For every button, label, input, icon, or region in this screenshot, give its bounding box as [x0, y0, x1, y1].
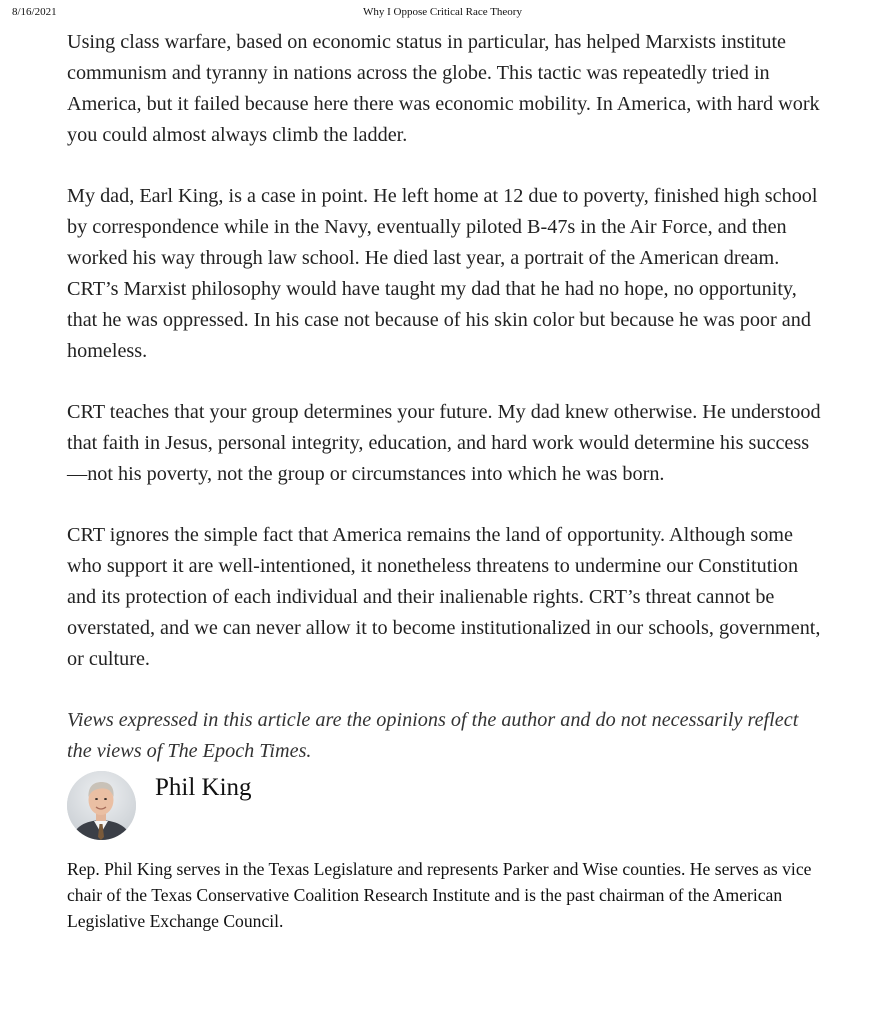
- print-date: 8/16/2021: [12, 6, 57, 18]
- print-header: [0, 6, 885, 22]
- author-name[interactable]: Phil King: [155, 774, 252, 801]
- article-paragraph-4: CRT ignores the simple fact that America remains the land of opportunity. Although some who support it are well-intentioned, it nonetheless threatens to undermine our Constitution and its protection of each individual and their inalienable rights. CRT’s threat cannot be overstated, and we can never allow it to become institutionalized in our schools, government, or culture.: [67, 524, 821, 670]
- author-photo-icon: [67, 771, 136, 840]
- article-disclaimer: Views expressed in this article are the opinions of the author and do not necessarily reflect the views of The Epoch Times.: [67, 709, 799, 762]
- article-paragraph-2: My dad, Earl King, is a case in point. He left home at 12 due to poverty, finished high school by correspondence while in the Navy, eventually piloted B-47s in the Air Force, and then worked his way through law school. He died last year, a portrait of the American dream. CRT’s Marxist philosophy would have taught my dad that he had no hope, no opportunity, that he was oppressed. In his case not because of his skin color but because he was poor and homeless.: [67, 185, 818, 362]
- author-bio: Rep. Phil King serves in the Texas Legislature and represents Parker and Wise counties. He serves as vice chair of the Texas Conservative Coalition Research Institute and is the past chairman of the American Legislative Exchange Council.: [67, 859, 812, 931]
- author-byline: [67, 771, 827, 849]
- article-paragraph-1: Using class warfare, based on economic status in particular, has helped Marxists institute communism and tyranny in nations across the globe. This tactic was repeatedly tried in America, but it failed because here there was economic mobility. In America, with hard work you could almost always climb the ladder.: [67, 31, 820, 146]
- author-avatar[interactable]: [67, 771, 136, 840]
- print-title: Why I Oppose Critical Race Theory: [363, 6, 522, 18]
- article-paragraph-3: CRT teaches that your group determines your future. My dad knew otherwise. He understood that faith in Jesus, personal integrity, education, and hard work would determine his success—not his poverty, not the group or circumstances into which he was born.: [67, 401, 821, 485]
- article-body: [67, 27, 827, 952]
